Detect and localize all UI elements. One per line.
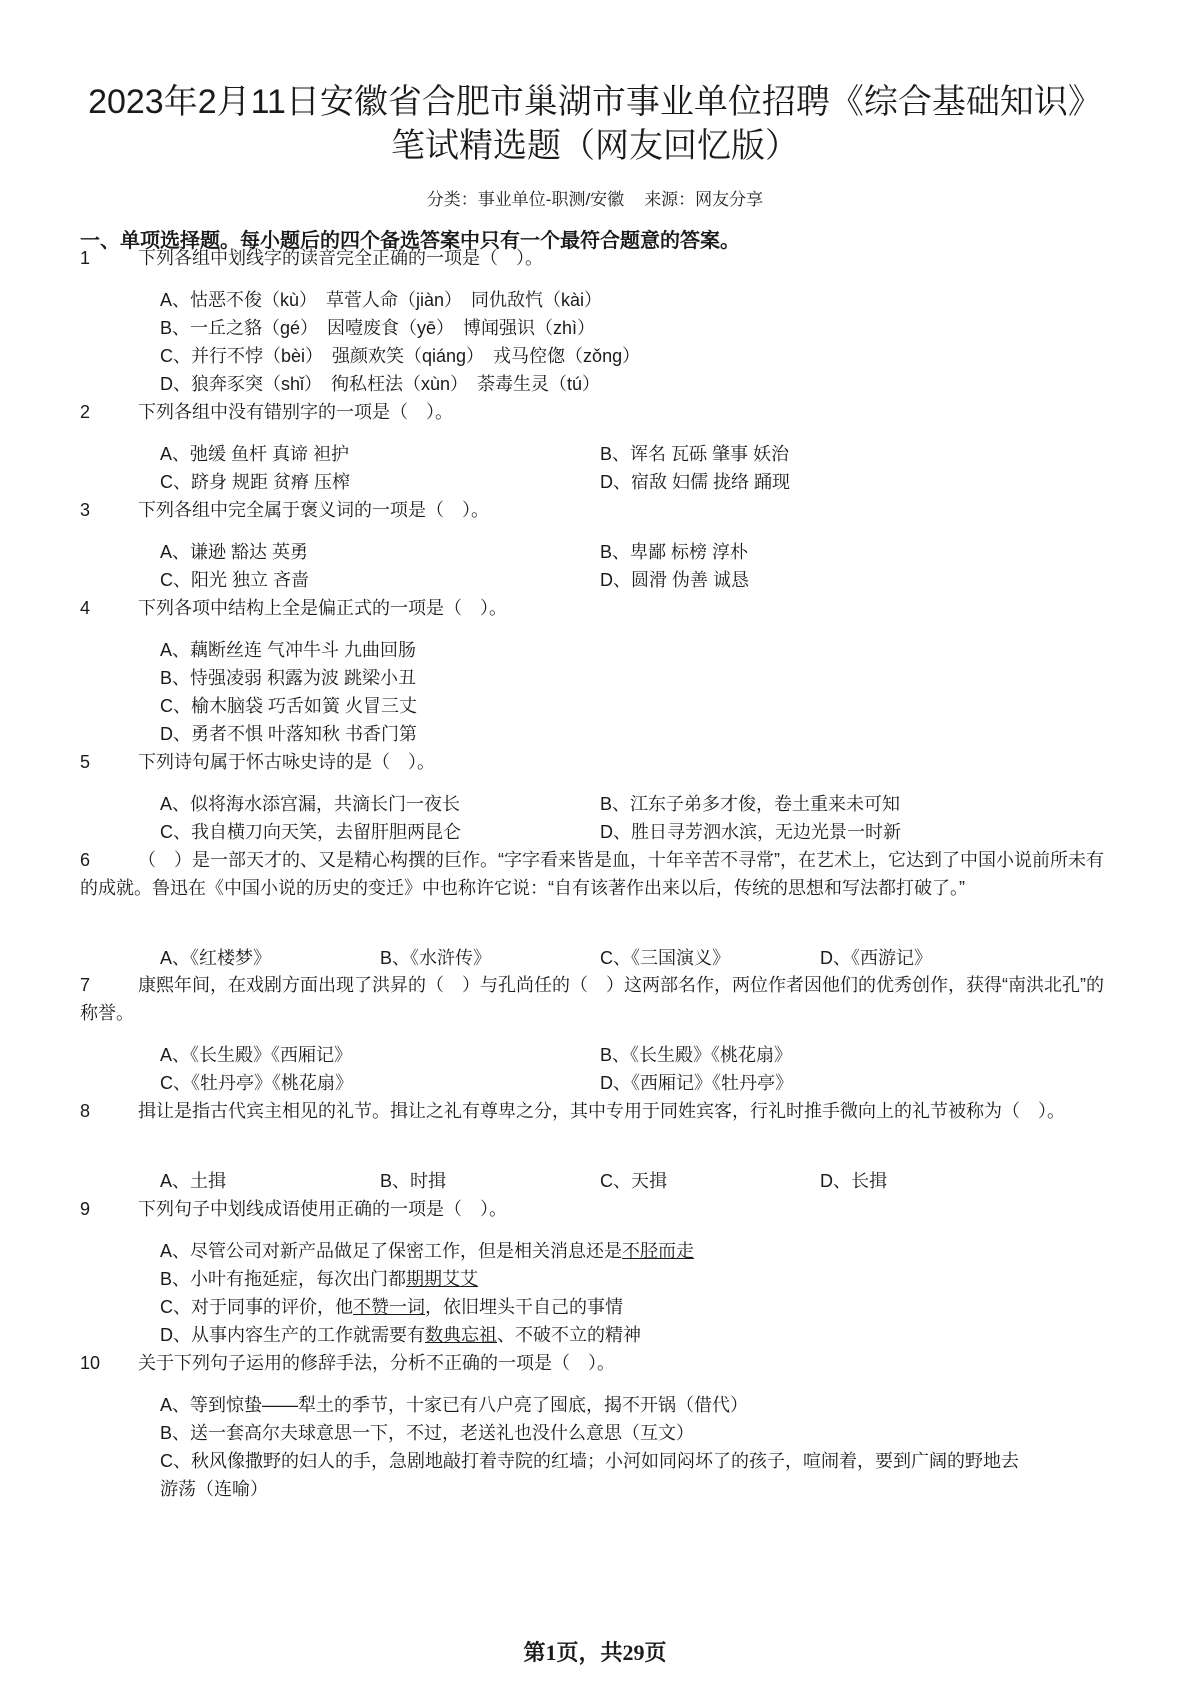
question-stem: 康熙年间，在戏剧方面出现了洪昇的（ ）与孔尚任的（ ）这两部名作，两位作者因他们的优秀创作，获得“南洪北孔”的称誉。 [80, 975, 1104, 1023]
option-text: B、小叶有拖延症，每次出门都 [160, 1269, 407, 1289]
option-c [160, 1293, 1120, 1321]
option-b [160, 1265, 1120, 1293]
question-stem: （ ）是一部天才的、又是精心构撰的巨作。“字字看来皆是血，十年辛苦不寻常”，在艺术上，它达到了中国小说前所未有的成就。鲁迅在《中国小说的历史的变迁》中也称许它说：“自有该著作出来以后，传统的思想和写法都打破了。” [80, 850, 1104, 898]
question-6 [80, 846, 1120, 902]
category-label: 分类：事业单位-职测/安徽 [426, 190, 625, 209]
question-10-options [160, 1391, 1120, 1503]
question-3-options [160, 538, 1120, 594]
option-a [160, 1237, 1120, 1265]
question-stem: 下列各组中完全属于褒义词的一项是（ ）。 [138, 500, 489, 520]
option-b: B、诨名 瓦砾 肇事 妖治 [600, 444, 790, 464]
option-d: D、圆滑 伪善 诚恳 [600, 570, 750, 590]
option-text-tail: 、不破不立的精神 [497, 1325, 641, 1345]
section-heading: 一、单项选择题。每小题后的四个备选答案中只有一个最符合题意的答案。 [80, 230, 740, 252]
question-number: 6 [80, 850, 91, 870]
question-number: 7 [80, 975, 91, 995]
document-meta [0, 185, 1190, 210]
option-a: A、谦逊 豁达 英勇 [160, 542, 309, 562]
question-stem: 下列各组中划线字的读音完全正确的一项是（ ）。 [138, 248, 543, 268]
option-a: A、藕断丝连 气冲牛斗 九曲回肠 [160, 640, 417, 660]
option-b: B、恃强凌弱 积露为波 跳梁小丑 [160, 668, 417, 688]
option-text: D、从事内容生产的工作就需要有 [160, 1325, 425, 1345]
option-b: B、时揖 [380, 1171, 447, 1191]
underlined-idiom: 不赞一词 [353, 1297, 425, 1317]
question-7-options [160, 1041, 1120, 1097]
option-a: A、等到惊蛰——犁土的季节，十家已有八户亮了囤底，揭不开锅（借代） [160, 1395, 749, 1415]
question-number: 2 [80, 402, 91, 422]
question-4-options [160, 636, 1120, 748]
option-a: A、似将海水添宫漏，共滴长门一夜长 [160, 794, 461, 814]
page-footer: 第1页，共29页 [523, 1640, 667, 1665]
question-stem: 下列诗句属于怀古咏史诗的是（ ）。 [138, 752, 435, 772]
option-d: D、长揖 [820, 1171, 887, 1191]
question-stem: 揖让是指古代宾主相见的礼节。揖让之礼有尊卑之分，其中专用于同姓宾客，行礼时推手微向上的礼节被称为（ ）。 [138, 1101, 1065, 1121]
question-stem: 关于下列句子运用的修辞手法，分析不正确的一项是（ ）。 [138, 1353, 615, 1373]
question-2-options [160, 440, 1120, 496]
question-stem: 下列各项中结构上全是偏正式的一项是（ ）。 [138, 598, 507, 618]
question-number: 1 [80, 248, 91, 268]
question-number: 3 [80, 500, 91, 520]
option-text: C、对于同事的评价，他 [160, 1297, 353, 1317]
question-stem: 下列句子中划线成语使用正确的一项是（ ）。 [138, 1199, 507, 1219]
question-5 [80, 748, 1120, 776]
question-number: 4 [80, 598, 91, 618]
question-5-options [160, 790, 1120, 846]
option-b: B、一丘之貉（gé） 因噎废食（yē） 博闻强识（zhì） [160, 318, 596, 338]
question-6-options [160, 944, 1120, 972]
option-c: C、《三国演义》 [600, 948, 730, 968]
option-b: B、卑鄙 标榜 淳朴 [600, 542, 749, 562]
question-number: 10 [80, 1353, 101, 1373]
question-stem: 下列各组中没有错别字的一项是（ ）。 [138, 402, 453, 422]
option-c: C、《牡丹亭》《桃花扇》 [160, 1073, 353, 1093]
option-d: D、《西游记》 [820, 948, 932, 968]
question-7 [80, 971, 1120, 1027]
question-number: 9 [80, 1199, 91, 1219]
option-d: D、勇者不惧 叶落知秋 书香门第 [160, 724, 417, 744]
option-c: C、跻身 规距 贫瘠 压榨 [160, 472, 351, 492]
option-a: A、《红楼梦》 [160, 948, 272, 968]
question-8-options [160, 1167, 1120, 1195]
question-number: 8 [80, 1101, 91, 1121]
question-9-options [160, 1237, 1120, 1349]
question-1 [80, 244, 1120, 272]
option-c: C、阳光 独立 吝啬 [160, 570, 310, 590]
option-c: C、榆木脑袋 巧舌如簧 火冒三丈 [160, 696, 417, 716]
option-c: C、秋风像撒野的妇人的手，急剧地敲打着寺院的红墙；小河如同闷坏了的孩子，喧闹着，要到广阔的野地去游荡（连喻） [160, 1451, 1019, 1499]
underlined-idiom: 不胫而走 [622, 1241, 695, 1261]
question-number: 5 [80, 752, 91, 772]
option-d [160, 1321, 1120, 1349]
document-title: 2023年2月11日安徽省合肥市巢湖市事业单位招聘《综合基础知识》笔试精选题（网友回忆版） [88, 83, 1102, 165]
question-1-options [160, 286, 1120, 398]
option-text: A、尽管公司对新产品做足了保密工作，但是相关消息还是 [160, 1241, 623, 1261]
option-b: B、《水浒传》 [380, 948, 492, 968]
option-c: C、天揖 [600, 1171, 667, 1191]
option-c: C、我自横刀向天笑，去留肝胆两昆仑 [160, 822, 461, 842]
question-2 [80, 398, 1120, 426]
question-8 [80, 1097, 1120, 1125]
option-d: D、胜日寻芳泗水滨，无边光景一时新 [600, 822, 901, 842]
underlined-idiom: 期期艾艾 [406, 1269, 479, 1289]
question-4 [80, 594, 1120, 622]
underlined-idiom: 数典忘祖 [425, 1325, 497, 1345]
option-a: A、土揖 [160, 1171, 227, 1191]
option-text-tail: ，依旧埋头干自己的事情 [425, 1297, 623, 1317]
source-label: 来源：网友分享 [644, 190, 764, 209]
option-b: B、送一套高尔夫球意思一下，不过，老送礼也没什么意思（互文） [160, 1423, 695, 1443]
option-b: B、《长生殿》《桃花扇》 [600, 1045, 793, 1065]
option-a: A、怙恶不俊（kù） 草菅人命（jiàn） 同仇敌忾（kài） [160, 290, 603, 310]
option-d: D、狼奔豕突（shǐ） 徇私枉法（xùn） 荼毒生灵（tú） [160, 374, 601, 394]
option-a: A、弛缓 鱼杆 真谛 袒护 [160, 444, 350, 464]
question-3 [80, 496, 1120, 524]
option-c: C、并行不悖（bèi） 强颜欢笑（qiáng） 戎马倥偬（zǒng） [160, 346, 641, 366]
option-a: A、《长生殿》《西厢记》 [160, 1045, 353, 1065]
question-10 [80, 1349, 1120, 1377]
question-9 [80, 1195, 1120, 1223]
option-d: D、《西厢记》《牡丹亭》 [600, 1073, 793, 1093]
option-d: D、宿敌 妇儒 拢络 踊现 [600, 472, 791, 492]
option-b: B、江东子弟多才俊，卷土重来未可知 [600, 794, 901, 814]
